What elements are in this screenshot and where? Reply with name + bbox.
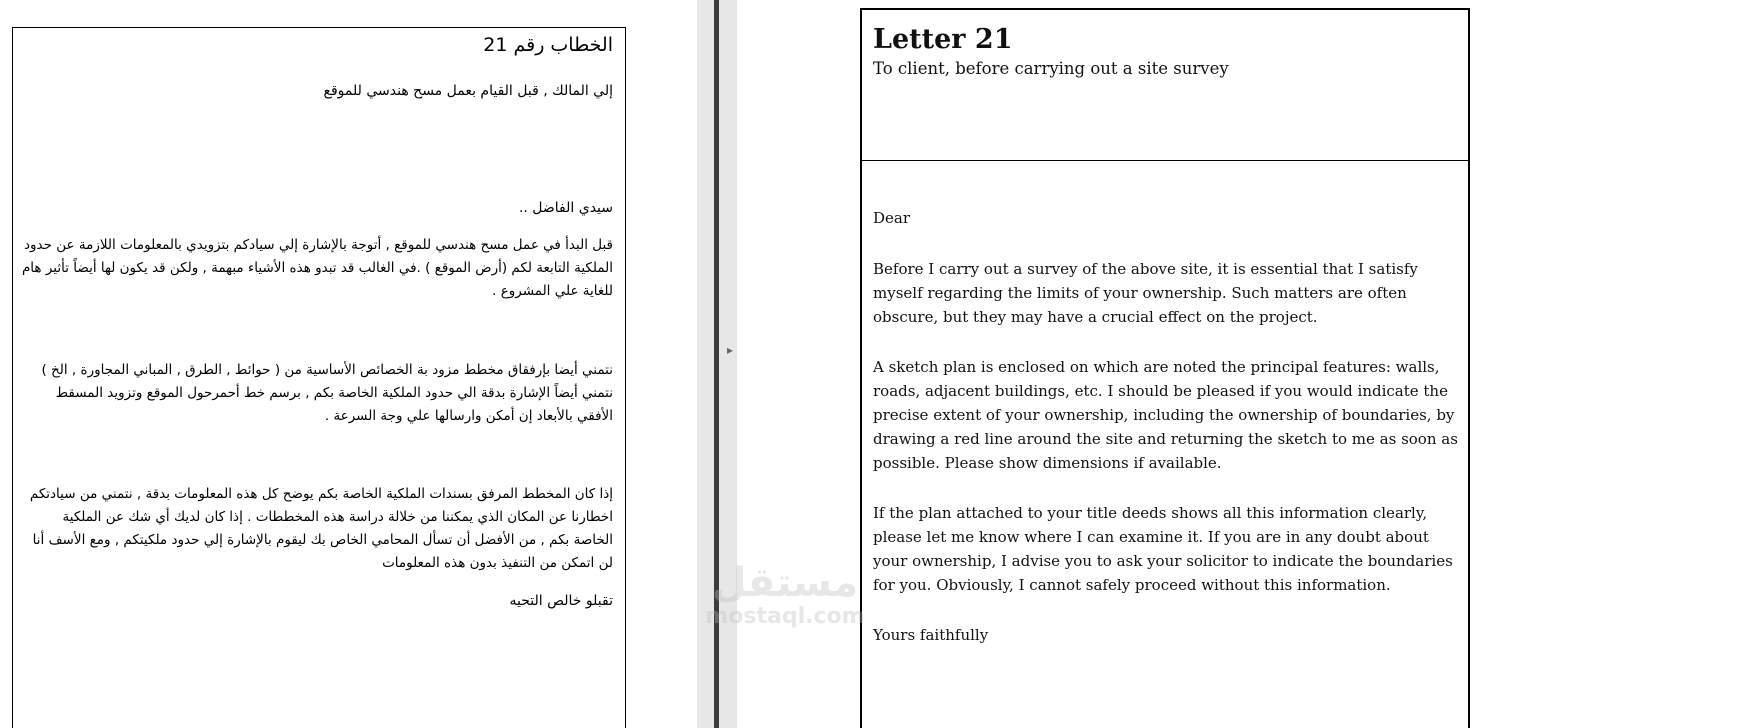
arabic-letter-title: الخطاب رقم 21 [483, 34, 613, 56]
pane-splitter[interactable] [714, 0, 719, 728]
arabic-letter-paragraph: قبل البدأ في عمل مسح هندسي للموقع , أتوجة بالإشارة إلي سيادكم بتزويدي بالمعلومات اللازمة عن حدود الملكية التابعة لكم (أرض الموقع ) .في الغالب قد تبدو هذه الأشياء مبهمة , ولكن قد يكون لها أيضاً تأثير هام للغاية علي المشروع . [21, 237, 613, 299]
english-letter-subtitle: To client, before carrying out a site survey [873, 59, 1229, 78]
triangle-right-icon[interactable]: ▸ [726, 343, 734, 357]
english-letter-closing: Yours faithfully [873, 626, 989, 644]
english-letter-page [860, 8, 1470, 728]
arabic-letter-closing: تقبلو خالص التحيه [509, 593, 613, 609]
english-letter-title: Letter 21 [873, 24, 1013, 55]
arabic-letter-subtitle: إلي المالك , قبل القيام بعمل مسح هندسي للموقع [323, 83, 613, 99]
english-letter-paragraph: Before I carry out a survey of the above site, it is essential that I satisfy myself regarding the limits of your ownership. Such matters are often obscure, but they may have a crucial effect on the project. [873, 260, 1418, 326]
arabic-letter-paragraph: نتمني أيضا بإرفقاق مخطط مزود بة الخصائص الأساسية من ( حوائط , الطرق , المباني المجاورة , الخ ) نتمني أيضاً الإشارة بدقة الي حدود الملكية الخاصة بكم , برسم خط أحمرحول الموقع وتزويد المسقط الأفقي بالأبعاد إن أمكن وارسالها علي وجة السرعة . [41, 362, 613, 424]
arabic-letter-page [12, 27, 626, 728]
english-letter-header [862, 10, 1468, 161]
english-letter-salutation: Dear [873, 209, 911, 227]
english-letter-paragraph: A sketch plan is enclosed on which are noted the principal features: walls, roads, adjacent buildings, etc. I should be pleased if you would indicate the precise extent of your ownership, including the ownership of boundaries, by drawing a red line around the site and returning the sketch to me as soon as possible. Please show dimensions if available. [873, 358, 1458, 472]
arabic-letter-salutation: سيدي الفاضل .. [518, 200, 613, 216]
watermark-text: mostaql.com [705, 604, 865, 629]
watermark-logo-mark: مستقل [711, 560, 859, 606]
arabic-letter-paragraph: إذا كان المخطط المرفق بسندات الملكية الخاصة بكم يوضح كل هذه المعلومات بدقة , نتمني من سيادتكم اخطارنا عن المكان الذي يمكننا من خلالة دراسة هذه المخططات . إذا كان لديك أي شك عن الملكية الخاصة بكم , من الأفضل أن تسأل المحامي الخاص بك ليقوم بالإشارة إلي حدود ملكيتكم , ومع الأسف أنا لن اتمكن من التنفيذ بدون هذه المعلومات [29, 486, 613, 571]
english-letter-body [873, 206, 1458, 673]
english-letter-paragraph: If the plan attached to your title deeds shows all this information clearly, please let me know where I can examine it. If you are in any doubt about your ownership, I advise you to ask your solicitor to indicate the boundaries for you. Obviously, I cannot safely proceed without this information. [873, 504, 1453, 594]
